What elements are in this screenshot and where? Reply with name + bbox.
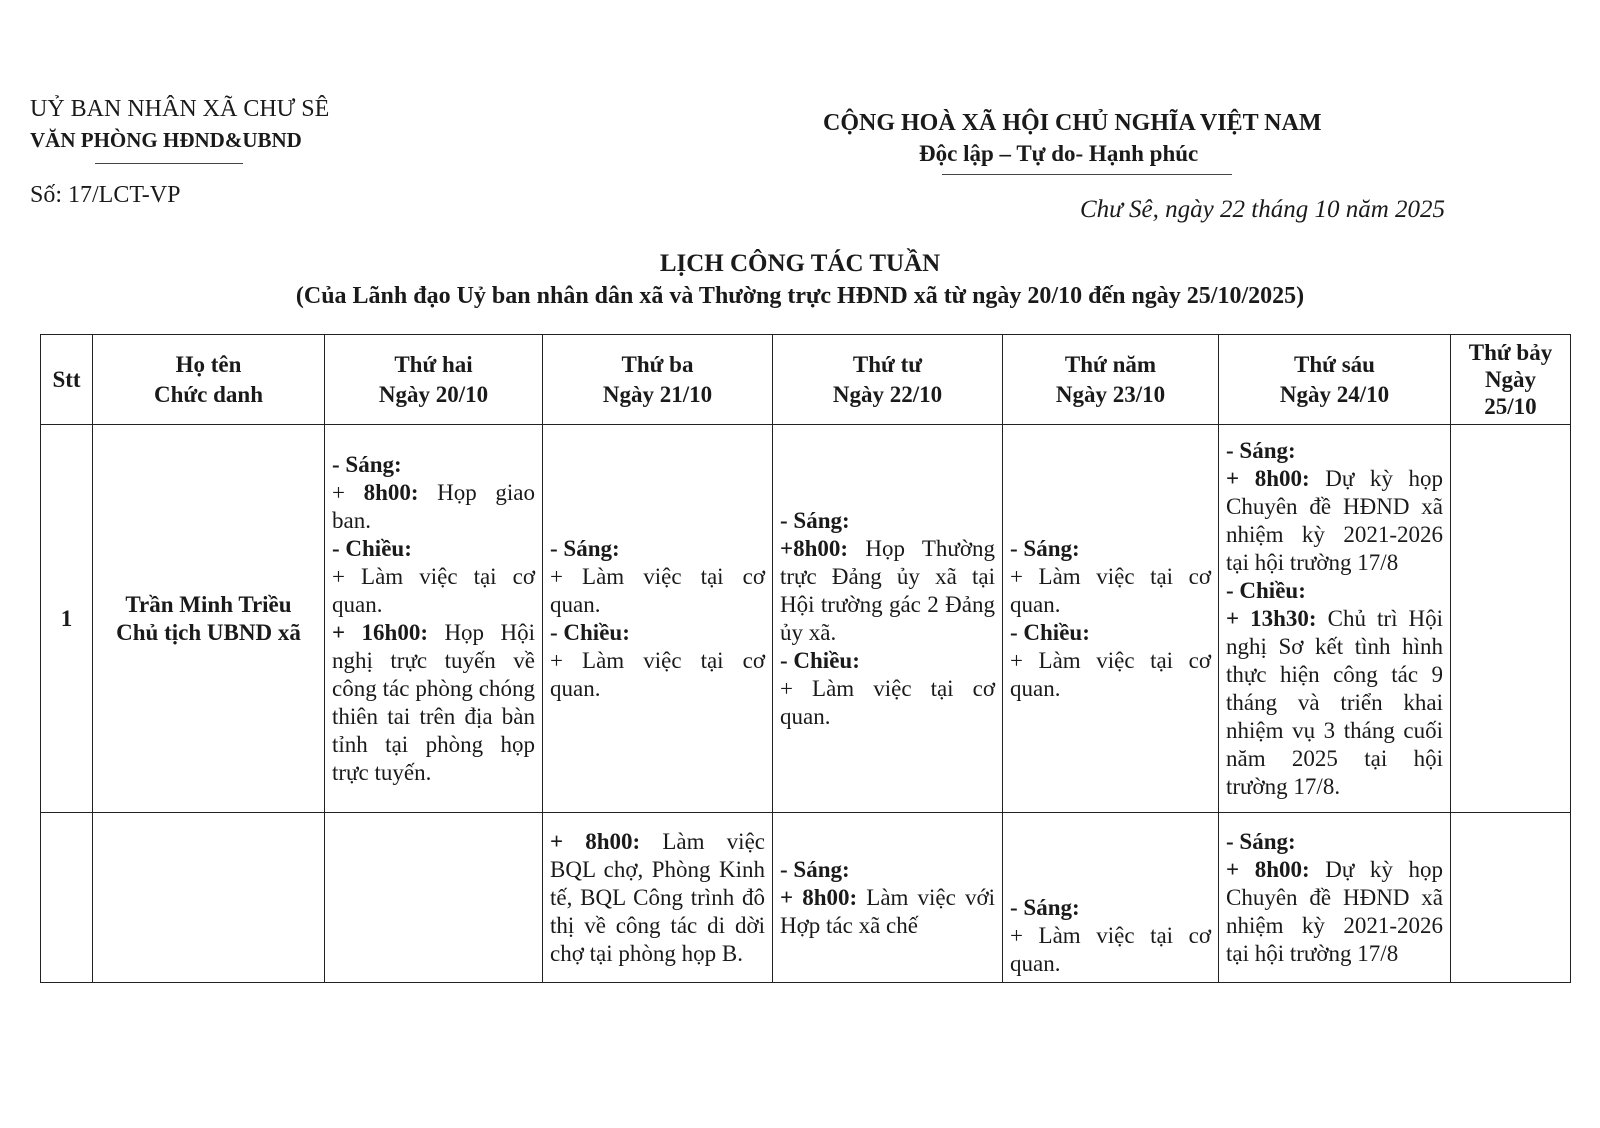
- weekly-schedule-table: [40, 334, 1571, 983]
- document-subtitle: (Của Lãnh đạo Uỷ ban nhân dân xã và Thường trực HĐND xã từ ngày 20/10 đến ngày 25/10/2025): [295, 283, 1305, 309]
- row2-tuesday-cell: [543, 813, 773, 983]
- header-friday: [1219, 335, 1451, 425]
- mon-time-3: + 16h00:: [332, 619, 428, 645]
- row1-friday-cell: [1219, 425, 1451, 813]
- thu-morning-label: - Sáng:: [1010, 535, 1080, 561]
- place-and-date: Chư Sê, ngày 22 tháng 10 năm 2025: [1080, 196, 1446, 223]
- header-saturday-date-l1: Ngày: [1484, 367, 1537, 392]
- r2-tue-task-1: Làm việc BQL chợ, Phòng Kinh tế, BQL Công trình đô thị về công tác di dời chợ tại phòng họp B.: [550, 828, 765, 966]
- document-title: LỊCH CÔNG TÁC TUẦN: [659, 250, 941, 277]
- header-thursday-day: Thứ năm: [1064, 351, 1157, 377]
- header-monday: [325, 335, 543, 425]
- header-thursday-date: Ngày 23/10: [1055, 381, 1166, 407]
- issuing-authority: UỶ BAN NHÂN XÃ CHƯ SÊ: [30, 96, 330, 122]
- row1-saturday-cell: [1451, 425, 1571, 813]
- r2-thu-task-1: + Làm việc tại cơ quan.: [1010, 923, 1211, 976]
- header-friday-day: Thứ sáu: [1294, 351, 1375, 377]
- header-wednesday-date: Ngày 22/10: [832, 381, 943, 407]
- mon-task-3: Họp Hội nghị trực tuyến về công tác phòng chóng thiên tai trên địa bàn tỉnh tại phòng họp trực tuyến.: [332, 619, 535, 785]
- fri-morning-label: - Sáng:: [1226, 437, 1296, 463]
- r2-wed-time-1: + 8h00:: [780, 884, 858, 910]
- header-stt: [41, 335, 93, 425]
- tue-afternoon-label: - Chiều:: [550, 619, 630, 645]
- header-name: [93, 335, 325, 425]
- header-stt-label: Stt: [52, 366, 81, 392]
- header-underline-left: [95, 163, 243, 164]
- header-saturday: [1451, 335, 1571, 425]
- mon-morning-label: - Sáng:: [332, 451, 402, 477]
- header-underline-right: [942, 174, 1232, 175]
- header-friday-date: Ngày 24/10: [1279, 381, 1390, 407]
- tue-morning-label: - Sáng:: [550, 535, 620, 561]
- r2-wed-task-1: Làm việc với Hợp tác xã chế: [780, 884, 995, 938]
- header-tuesday: [543, 335, 773, 425]
- thu-task-1: + Làm việc tại cơ quan.: [1010, 563, 1211, 617]
- r2-fri-time-1: + 8h00:: [1226, 856, 1310, 882]
- r2-thu-morning-label: - Sáng:: [1010, 895, 1080, 920]
- header-name-label: Họ tên: [175, 351, 242, 377]
- wed-time-1: +8h00:: [780, 535, 849, 561]
- issuing-office: VĂN PHÒNG HĐND&UBND: [30, 128, 302, 152]
- header-saturday-date-l2: 25/10: [1484, 394, 1537, 419]
- wed-afternoon-label: - Chiều:: [780, 647, 860, 673]
- mon-afternoon-label: - Chiều:: [332, 535, 412, 561]
- national-motto: Độc lập – Tự do- Hạnh phúc: [919, 141, 1199, 166]
- header-monday-day: Thứ hai: [394, 351, 473, 377]
- thu-afternoon-label: - Chiều:: [1010, 619, 1090, 645]
- table-row: [41, 425, 1571, 813]
- row2-person: [93, 813, 325, 983]
- tue-task-1: + Làm việc tại cơ quan.: [550, 563, 765, 617]
- fri-afternoon-label: - Chiều:: [1226, 577, 1306, 603]
- row1-person-title: Chủ tịch UBND xã: [116, 619, 301, 645]
- row2-monday-cell: [325, 813, 543, 983]
- row1-wednesday-cell: [773, 425, 1003, 813]
- row2-stt: [41, 813, 93, 983]
- header-wednesday-day: Thứ tư: [852, 351, 923, 377]
- r2-fri-task-1: Dự kỳ họp Chuyên đề HĐND xã nhiệm kỳ 2021-2026 tại hội trường 17/8: [1226, 856, 1444, 966]
- row2-thursday-cell: [1003, 813, 1219, 983]
- row1-stt: 1: [41, 425, 93, 813]
- table-header-row: [41, 335, 1571, 425]
- header-tuesday-day: Thứ ba: [621, 351, 694, 377]
- national-title: CỘNG HOÀ XÃ HỘI CHỦ NGHĨA VIỆT NAM: [823, 110, 1322, 136]
- header-tuesday-date: Ngày 21/10: [602, 381, 713, 407]
- row1-monday-cell: - Sáng: + 8h00: Họp giao ban. - Chiều: + Làm việc tại cơ quan. + 16h00: Họp Hội nghị trực tuyến về công tác phòng chóng thiên tai trên địa bàn tỉnh tại phòng họp trực tuyến.: [325, 425, 543, 813]
- r2-wed-morning-label: - Sáng:: [780, 856, 850, 882]
- header-wednesday: [773, 335, 1003, 425]
- thu-task-2: + Làm việc tại cơ quan.: [1010, 647, 1211, 701]
- header-thursday: [1003, 335, 1219, 425]
- row1-thursday-cell: [1003, 425, 1219, 813]
- table-row: [41, 813, 1571, 983]
- fri-time-1: + 8h00:: [1226, 465, 1310, 491]
- header-saturday-day: Thứ bảy: [1468, 340, 1553, 365]
- wed-task-2: + Làm việc tại cơ quan.: [780, 675, 995, 729]
- document-number: Số: 17/LCT-VP: [30, 182, 181, 208]
- row1-person-name: Trần Minh Triều: [125, 591, 292, 617]
- mon-task-1: Họp giao ban.: [332, 479, 535, 533]
- fri-task-2: Chủ trì Hội nghị Sơ kết tình hình thực hiện công tác 9 tháng và triển khai nhiệm vụ 3 tháng cuối năm 2025 tại hội trường 17/8.: [1226, 605, 1444, 799]
- mon-task-2: + Làm việc tại cơ quan.: [332, 563, 535, 617]
- header-monday-date: Ngày 20/10: [378, 381, 489, 407]
- row2-friday-cell: [1219, 813, 1451, 983]
- r2-fri-morning-label: - Sáng:: [1226, 828, 1296, 854]
- wed-task-1: Họp Thường trực Đảng ủy xã tại Hội trường gác 2 Đảng ủy xã.: [780, 535, 995, 645]
- tue-task-2: + Làm việc tại cơ quan.: [550, 647, 765, 701]
- row1-person: [93, 425, 325, 813]
- header-title-label: Chức danh: [153, 381, 264, 407]
- row2-wednesday-cell: [773, 813, 1003, 983]
- mon-time-1: 8h00:: [363, 479, 419, 505]
- row2-saturday-cell: [1451, 813, 1571, 983]
- fri-time-2: + 13h30:: [1226, 605, 1317, 631]
- fri-task-1: Dự kỳ họp Chuyên đề HĐND xã nhiệm kỳ 2021-2026 tại hội trường 17/8: [1226, 465, 1444, 575]
- row1-tuesday-cell: [543, 425, 773, 813]
- r2-tue-time-1: + 8h00:: [550, 828, 641, 854]
- wed-morning-label: - Sáng:: [780, 507, 850, 533]
